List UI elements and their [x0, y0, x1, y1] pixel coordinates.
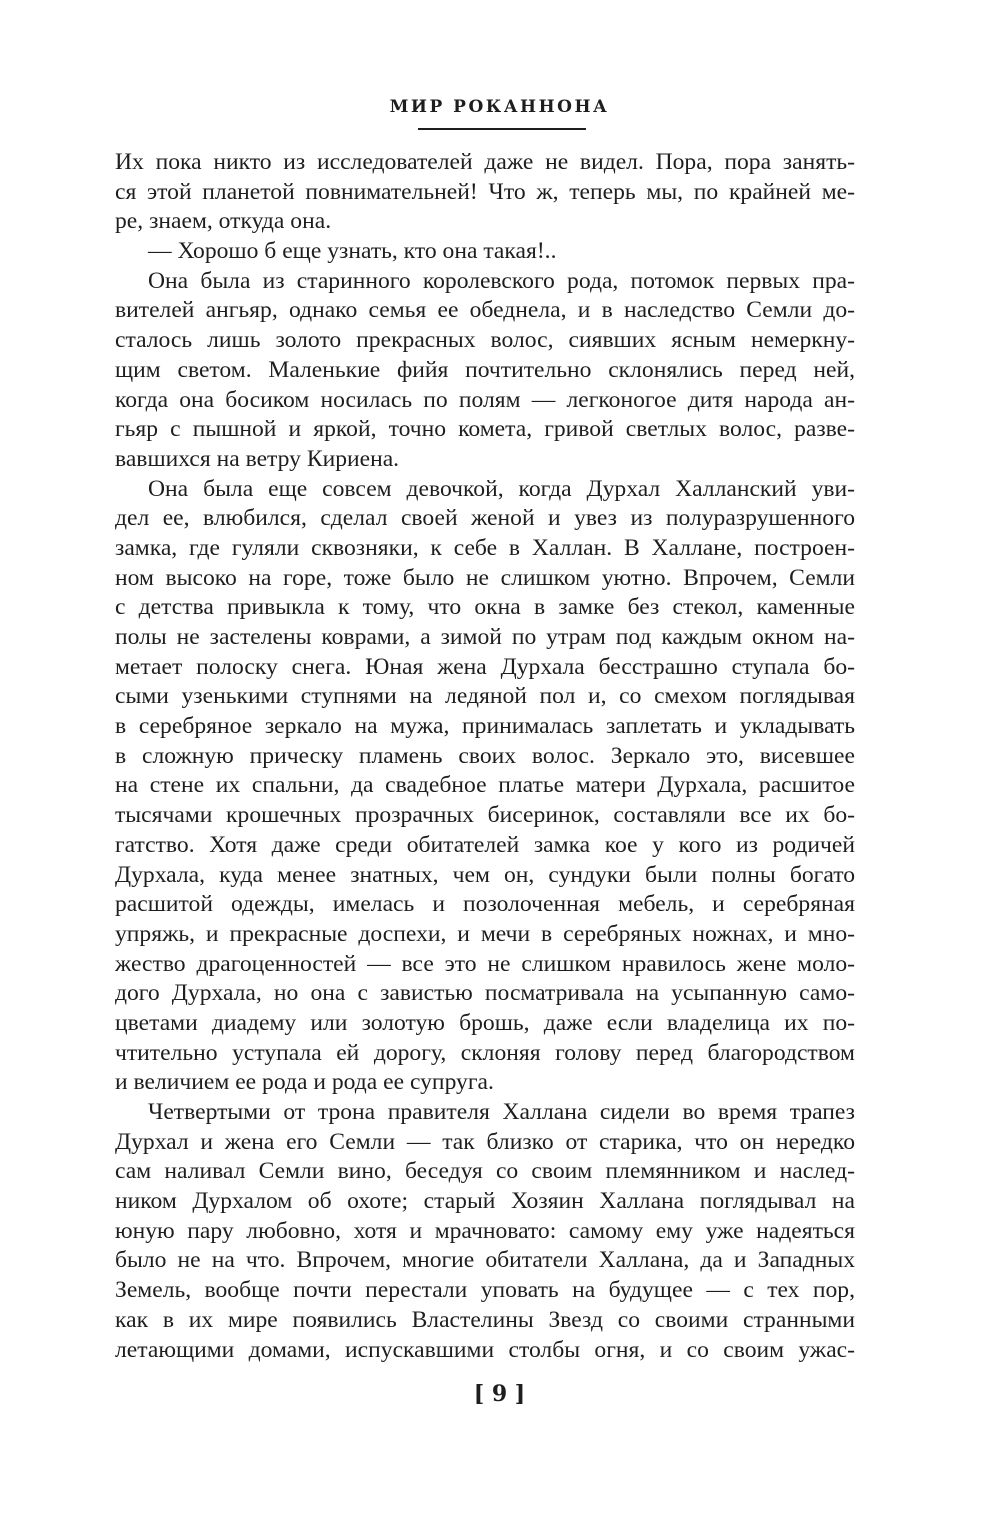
text-line: расшитой одежды, имелась и позолоченная мебель, и серебряная	[115, 891, 855, 918]
text-line: щим светом. Маленькие фийя почтительно склонялись перед ней,	[115, 356, 855, 383]
text-line: Четвертыми от трона правителя Халлана сидели во время трапез	[148, 1099, 855, 1125]
text-line: жество драгоценностей — все это не слишком нравилось жене моло-	[115, 950, 855, 977]
page-number: [ 9 ]	[473, 1381, 526, 1407]
text-line: полы не застелены коврами, а зимой по утрам под каждым окном на-	[115, 624, 855, 650]
text-line: Их пока никто из исследователей даже не видел. Пора, пора занять-	[115, 149, 855, 175]
text-line: сам наливал Семли вино, беседуя со своим племянником и наслед-	[115, 1158, 855, 1185]
text-line: замка, где гуляли сквозняки, к себе в Халлан. В Халлане, построен-	[115, 534, 855, 561]
text-line: гатство. Хотя даже среди обитателей замка кое у кого из родичей	[115, 831, 855, 858]
text-line: — Хорошо б еще узнать, кто она такая!..	[148, 238, 557, 265]
text-line: чтительно уступала ей дорогу, склоняя голову перед благородством	[115, 1039, 855, 1066]
text-line: в сложную прическу пламень своих волос. Зеркало это, висевшее	[115, 742, 855, 769]
text-line: было не на что. Впрочем, многие обитатели Халлана, да и Западных	[115, 1247, 855, 1274]
text-line: Дурхал и жена его Семли — так близко от старика, что он нередко	[115, 1128, 855, 1155]
header-rule	[418, 128, 586, 130]
text-line: в серебряное зеркало на мужа, принималась заплетать и укладывать	[115, 713, 855, 740]
text-line: и величием ее рода и рода ее супруга.	[115, 1069, 494, 1096]
text-line: вавшихся на ветру Кириена.	[115, 445, 400, 472]
text-line: на стене их спальни, да свадебное платье матери Дурхала, расшитое	[115, 772, 855, 799]
text-line: Земель, вообще почти перестали уповать на будущее — с тех пор,	[115, 1277, 855, 1304]
text-line: упряжь, и прекрасные доспехи, и мечи в серебряных ножнах, и мно-	[115, 920, 855, 947]
text-line: тысячами крошечных прозрачных бисеринок, составляли все их бо-	[115, 802, 855, 829]
text-line: летающими домами, испускавшими столбы огня, и со своим ужас-	[115, 1336, 855, 1363]
text-line: гьяр с пышной и яркой, точно комета, гривой светлых волос, разве-	[115, 416, 855, 443]
text-line: ре, знаем, откуда она.	[115, 208, 332, 235]
body-text	[115, 148, 855, 1365]
text-line: метает полоску снега. Юная жена Дурхала бесстрашно ступала бо-	[115, 653, 855, 680]
text-line: с детства привыкла к тому, что окна в замке без стекол, каменные	[115, 594, 855, 621]
text-line: ником Дурхалом об охоте; старый Хозяин Халлана поглядывал на	[115, 1188, 855, 1215]
text-line: юную пару любовно, хотя и мрачновато: самому ему уже надеяться	[115, 1217, 855, 1244]
text-line: ся этой планетой повнимательней! Что ж, теперь мы, по крайней ме-	[115, 178, 855, 205]
running-title: МИР РОКАННОНА	[389, 97, 610, 117]
text-line: когда она босиком носилась по полям — легконогое дитя народа ан-	[115, 386, 855, 413]
text-line: цветами диадему или золотую брошь, даже если владелица их по-	[115, 1009, 855, 1036]
text-line: вителей ангьяр, однако семья ее обеднела, и в наследство Семли до-	[115, 297, 855, 324]
text-line: Она была еще совсем девочкой, когда Дурхал Халланский уви-	[148, 475, 855, 502]
text-line: сталось лишь золото прекрасных волос, сиявших ясным немеркну-	[115, 327, 855, 354]
text-line: дого Дурхала, но она с завистью посматривала на усыпанную само-	[115, 980, 855, 1007]
text-line: как в их мире появились Властелины Звезд со своими странными	[115, 1306, 855, 1333]
text-line: сыми узенькими ступнями на ледяной пол и, со смехом поглядывая	[115, 683, 855, 710]
text-line: Дурхала, куда менее знатных, чем он, сундуки были полны богато	[115, 861, 855, 888]
text-line: Она была из старинного королевского рода, потомок первых пра-	[148, 267, 855, 294]
text-line: ном высоко на горе, тоже было не слишком уютно. Впрочем, Семли	[115, 564, 855, 591]
text-line: дел ее, влюбился, сделал своей женой и увез из полуразрушенного	[115, 505, 855, 532]
